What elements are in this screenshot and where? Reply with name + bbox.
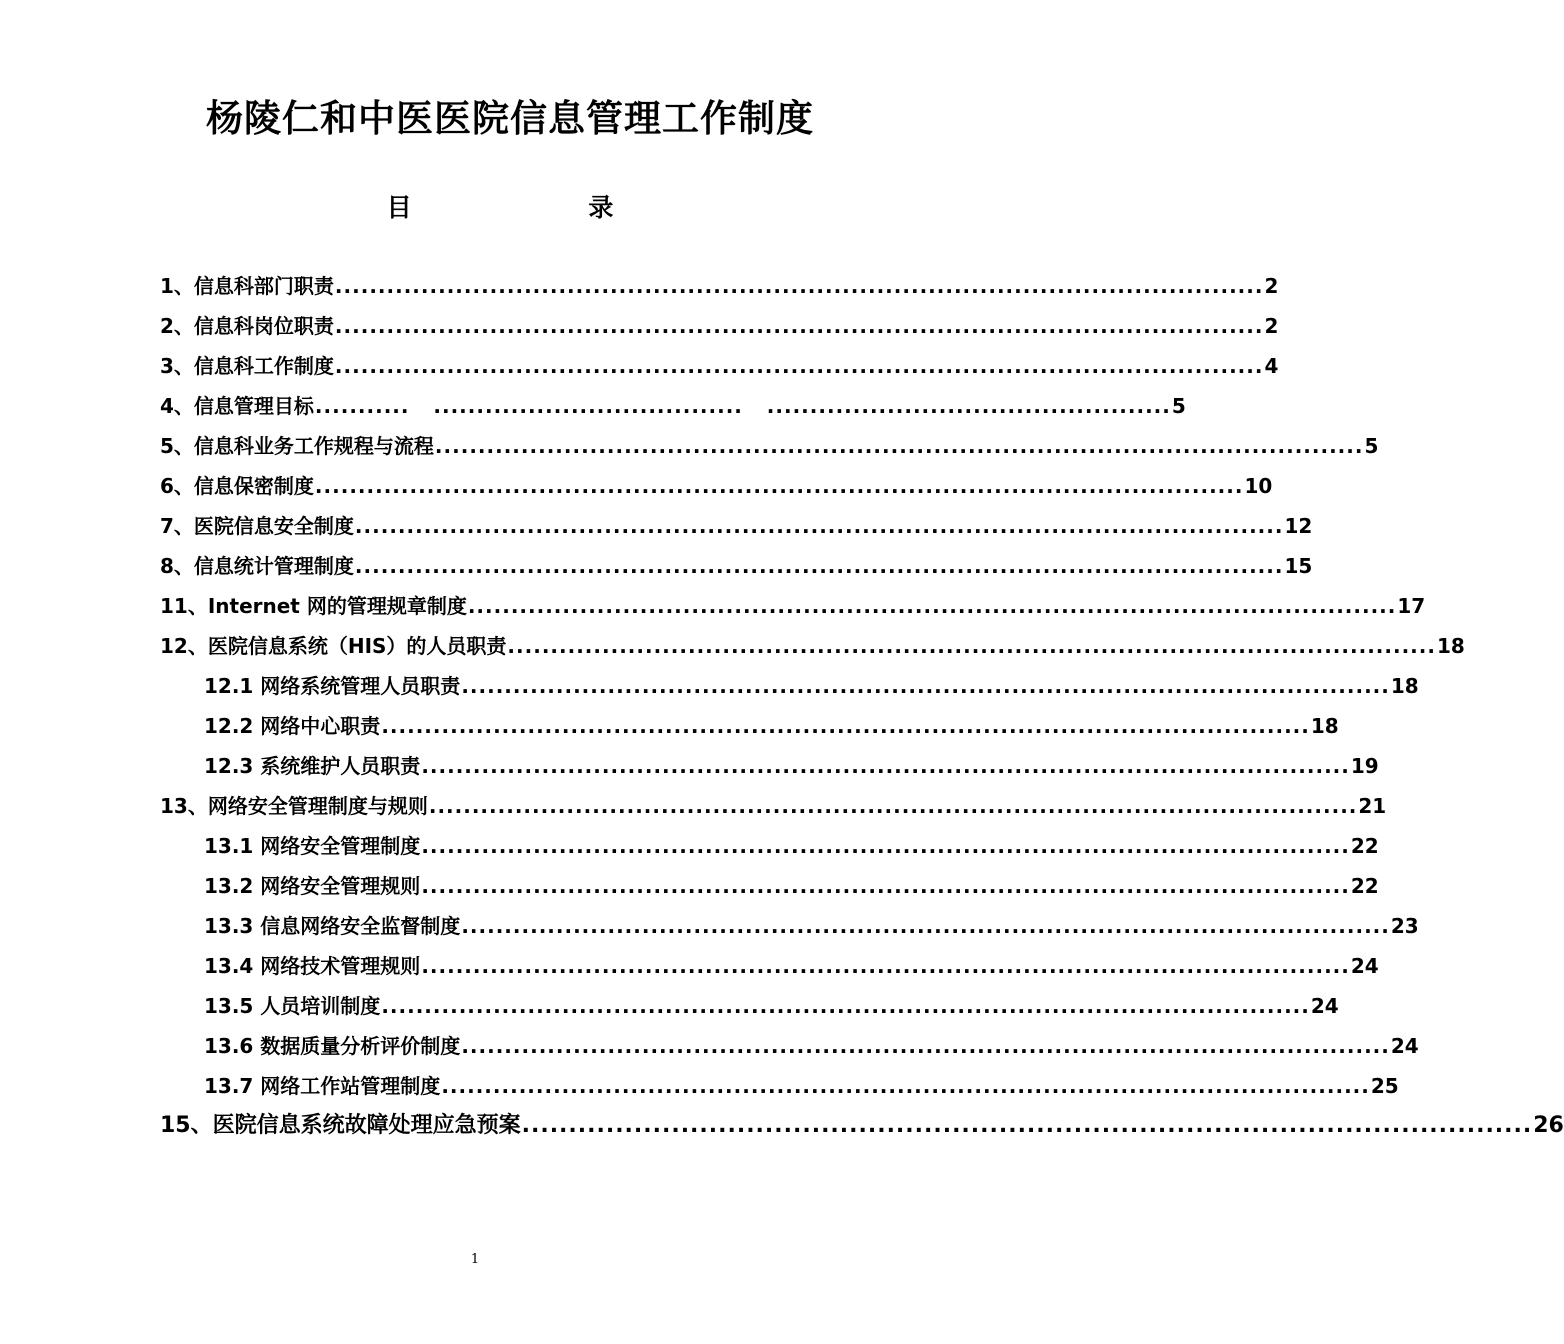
toc-entry-label: 13.7 网络工作站管理制度 (204, 1074, 441, 1098)
toc-entry[interactable] (160, 470, 1273, 510)
toc-entry-page: 18 (1390, 674, 1419, 698)
toc-heading (0, 188, 1000, 224)
toc-entry[interactable] (160, 270, 1279, 310)
toc-entry-label: 8、信息统计管理制度 (160, 554, 354, 578)
toc-leader: ............................................................................................................ (421, 954, 1350, 978)
toc-leader: ............................................................................................................ (354, 514, 1284, 538)
toc-leader: ............................................................................................................ (461, 674, 1390, 698)
toc-entry[interactable] (160, 550, 1313, 590)
toc-entry[interactable] (160, 630, 1465, 670)
toc-entry-label: 11、Internet 网的管理规章制度 (160, 594, 467, 618)
toc-entry[interactable] (204, 1030, 1419, 1070)
toc-entry-label: 12、医院信息系统（HIS）的人员职责 (160, 634, 507, 658)
toc-leader: ............................................................................................................ (461, 1034, 1390, 1058)
toc-entry-label: 5、信息科业务工作规程与流程 (160, 434, 434, 458)
toc-entry-page: 15 (1284, 554, 1313, 578)
toc-entry-page: 10 (1244, 474, 1273, 498)
toc-entry[interactable] (160, 310, 1279, 350)
toc-entry-page: 18 (1436, 634, 1465, 658)
toc-leader: ............................................................................................................ (507, 634, 1436, 658)
toc-entry-page: 24 (1310, 994, 1339, 1018)
toc-leader: ............................................................................................................ (381, 714, 1310, 738)
toc-entry[interactable] (160, 350, 1279, 390)
toc-leader: ............................................................................................................ (461, 914, 1390, 938)
toc-entry-page: 12 (1284, 514, 1313, 538)
toc-leader: ............................................................................................................ (334, 314, 1264, 338)
toc-entry-page: 24 (1350, 954, 1379, 978)
toc-entry[interactable] (204, 910, 1419, 950)
toc-leader: ............................................................................................................ (334, 274, 1264, 298)
toc-entry-page: 24 (1390, 1034, 1419, 1058)
toc-leader: ............................................................................................................ (354, 554, 1284, 578)
toc-entry-label: 7、医院信息安全制度 (160, 514, 354, 538)
toc-entry-page: 17 (1397, 594, 1426, 618)
toc-entry[interactable] (160, 590, 1426, 630)
toc-entry-label: 13.2 网络安全管理规则 (204, 874, 421, 898)
toc-heading-left: 目 (386, 193, 412, 222)
toc-entry-page: 19 (1350, 754, 1379, 778)
toc-entry-label: 13.6 数据质量分析评价制度 (204, 1034, 461, 1058)
toc-entry[interactable] (204, 750, 1379, 790)
toc-leader: ............................................................................................................ (467, 594, 1397, 618)
toc-entry[interactable] (204, 990, 1339, 1030)
toc-entry-page: 22 (1350, 834, 1379, 858)
toc-entry[interactable] (160, 790, 1387, 830)
toc-entry-label: 13.4 网络技术管理规则 (204, 954, 421, 978)
toc-entry-label: 6、信息保密制度 (160, 474, 314, 498)
toc-entry-label: 2、信息科岗位职责 (160, 314, 334, 338)
toc-entry-label: 13.3 信息网络安全监督制度 (204, 914, 461, 938)
toc-entry[interactable] (204, 830, 1379, 870)
document-title: 杨陵仁和中医医院信息管理工作制度 (206, 97, 814, 140)
toc-leader: ............................................................................................................ (441, 1074, 1370, 1098)
toc-entry[interactable] (160, 510, 1313, 550)
toc-leader: ............................................................................................................ (434, 434, 1364, 458)
page-number: 1 (470, 1252, 480, 1267)
toc-leader: ............................................................................................................ (421, 754, 1350, 778)
toc-entry-label: 15、医院信息系统故障处理应急预案 (160, 1113, 521, 1138)
toc-entry[interactable] (160, 430, 1379, 470)
toc-entry-page: 26 (1533, 1113, 1564, 1138)
toc-entry-label: 12.3 系统维护人员职责 (204, 754, 421, 778)
toc-leader: ............................................................................................................ (428, 794, 1358, 818)
toc-entry[interactable] (160, 390, 1186, 430)
toc-leader: ........... .................................... ............................................... (314, 394, 1171, 418)
toc-entry-label: 13.1 网络安全管理制度 (204, 834, 421, 858)
toc-entry-label: 12.1 网络系统管理人员职责 (204, 674, 461, 698)
toc-entry[interactable] (204, 870, 1379, 910)
toc-leader: ............................................................................................................ (421, 874, 1350, 898)
toc-heading-right: 录 (588, 193, 614, 222)
toc-leader: ............................................................................................................ (314, 474, 1244, 498)
toc-entry[interactable] (204, 1070, 1399, 1110)
toc-entry-page: 18 (1310, 714, 1339, 738)
toc-entry-label: 3、信息科工作制度 (160, 354, 334, 378)
toc-entry-page: 23 (1390, 914, 1419, 938)
toc-entry-page: 5 (1364, 434, 1379, 458)
toc-entry-label: 13.5 人员培训制度 (204, 994, 381, 1018)
toc-entry-page: 25 (1370, 1074, 1399, 1098)
toc-leader: ............................................................................................................ (381, 994, 1310, 1018)
toc-entry-page: 21 (1358, 794, 1387, 818)
toc-entry-page: 2 (1264, 314, 1279, 338)
toc-leader: ............................................................................................................ (521, 1113, 1533, 1138)
toc-entry-label: 13、网络安全管理制度与规则 (160, 794, 428, 818)
toc-leader: ............................................................................................................ (334, 354, 1264, 378)
toc-entry-label: 12.2 网络中心职责 (204, 714, 381, 738)
toc-entry[interactable] (204, 710, 1339, 750)
toc-entry[interactable] (204, 670, 1419, 710)
toc-entry-page: 4 (1264, 354, 1279, 378)
toc-entry[interactable] (160, 1108, 1564, 1148)
toc-entry-label: 4、信息管理目标 (160, 394, 314, 418)
toc-entry[interactable] (204, 950, 1379, 990)
toc-entry-label: 1、信息科部门职责 (160, 274, 334, 298)
toc-entry-page: 22 (1350, 874, 1379, 898)
toc-entry-page: 2 (1264, 274, 1279, 298)
toc-entry-page: 5 (1171, 394, 1186, 418)
toc-leader: ............................................................................................................ (421, 834, 1350, 858)
